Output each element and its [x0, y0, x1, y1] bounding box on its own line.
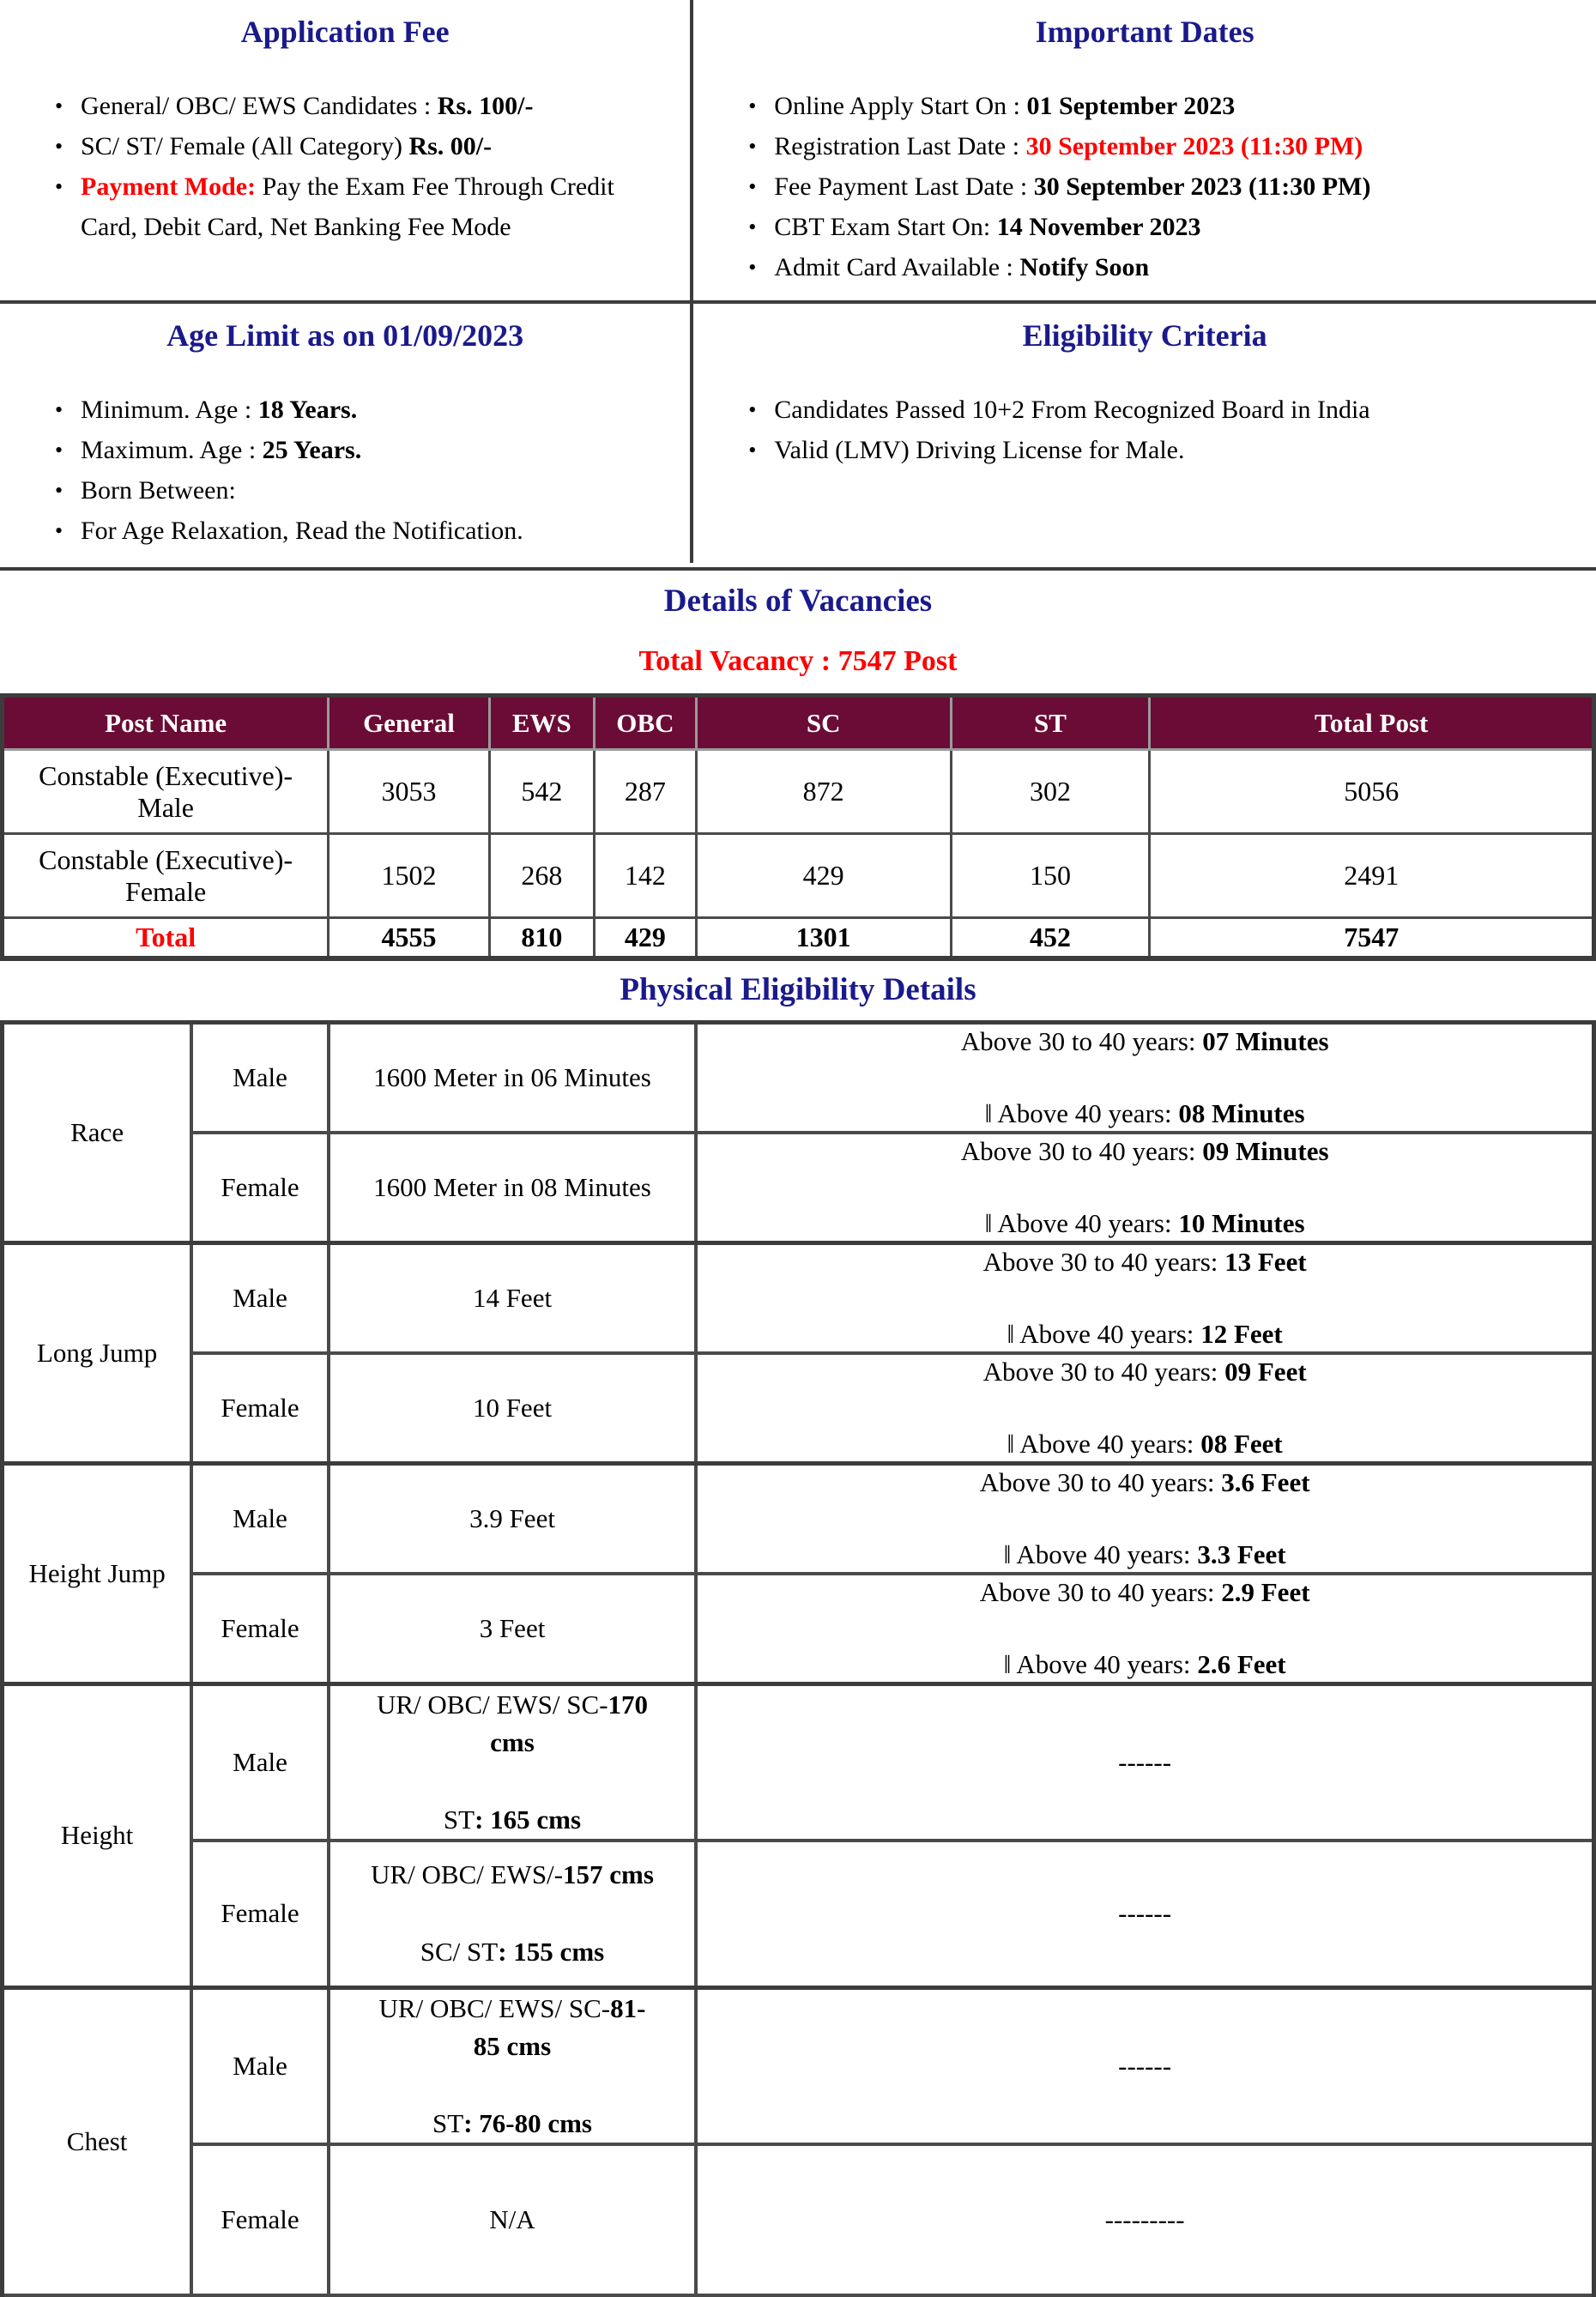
total-label-cell: Total — [3, 918, 329, 958]
text-run: UR/ OBC/ EWS/ SC- — [379, 1993, 611, 2023]
text-run: Minimum. Age : — [81, 396, 258, 424]
requirement-cell — [329, 1574, 697, 1684]
requirement-text — [330, 1389, 695, 1427]
physical-section-header — [0, 961, 1596, 1020]
text-run: 3.9 Feet — [469, 1503, 555, 1533]
requirement-text — [366, 1990, 658, 2065]
bullet-item — [748, 166, 1575, 207]
application-fee-title: Application Fee — [14, 14, 676, 50]
post-name-cell — [3, 750, 329, 834]
text-run: 81-85 cms — [474, 1993, 646, 2061]
text-run: ‖ Above 40 years: — [1004, 1649, 1198, 1679]
age-relaxation-note-cell — [696, 1353, 1593, 1464]
text-run: 14 November 2023 — [997, 213, 1201, 241]
vacancy-cell: 1502 — [329, 834, 489, 918]
text-run: 13 Feet — [1224, 1247, 1307, 1277]
vacancy-cell: 5056 — [1150, 750, 1594, 834]
age-limit-title: Age Limit as on 01/09/2023 — [14, 317, 676, 354]
info-row-1 — [0, 0, 1596, 302]
text-run: Rs. 100/- — [438, 92, 534, 120]
gender-cell: Female — [191, 1574, 329, 1684]
vacancy-column-header: ST — [951, 696, 1150, 750]
text-run: ‖ Above 40 years: — [985, 1098, 1179, 1128]
age-relaxation-note-cell — [696, 2144, 1593, 2295]
important-dates-panel — [692, 0, 1596, 302]
text-run: Above 30 to 40 years: — [983, 1357, 1225, 1387]
total-value-cell: 810 — [489, 918, 594, 958]
requirement-text — [366, 2105, 658, 2143]
requirement-text — [330, 1279, 695, 1317]
gender-cell: Male — [191, 1683, 329, 1841]
vacancy-section-title: Details of Vacancies — [0, 583, 1596, 620]
age-relaxation-note-cell — [696, 1574, 1593, 1684]
vacancy-cell: 142 — [595, 834, 697, 918]
text-run: Above 30 to 40 years: — [983, 1247, 1225, 1277]
physical-row — [3, 1242, 1594, 1353]
bullet-item — [748, 390, 1575, 430]
requirement-cell — [329, 1353, 697, 1464]
category-cell: Height — [3, 1683, 192, 1988]
requirement-text — [330, 1059, 695, 1097]
text-run: General/ OBC/ EWS Candidates : — [81, 92, 438, 120]
info-row-2 — [0, 302, 1596, 563]
age-limit-panel — [0, 302, 692, 563]
text-run: 10 Feet — [473, 1393, 552, 1423]
physical-row — [3, 1463, 1594, 1574]
vacancy-cell: 287 — [595, 750, 697, 834]
vacancy-column-header: Post Name — [3, 696, 329, 750]
category-cell: Chest — [3, 1988, 192, 2296]
text-run: For Age Relaxation, Read the Notification. — [81, 517, 523, 545]
text-run: 01 September 2023 — [1026, 92, 1235, 120]
age-relaxation-note-cell — [696, 1022, 1593, 1133]
requirement-text — [330, 1500, 695, 1538]
age-relaxation-note-cell — [696, 1841, 1593, 1988]
text-run: Online Apply Start On : — [774, 92, 1026, 120]
age-relaxation-note-cell — [696, 1683, 1593, 1841]
bullet-item — [55, 166, 669, 247]
vacancy-row — [3, 750, 1594, 834]
requirement-cell — [329, 2144, 697, 2295]
text-run: 08 Minutes — [1178, 1098, 1304, 1128]
text-run: : 165 cms — [475, 1804, 581, 1835]
gender-cell: Male — [191, 1242, 329, 1353]
text-run: ‖ Above 40 years: — [1007, 1319, 1201, 1349]
physical-row — [3, 1133, 1594, 1243]
text-run: 1600 Meter in 06 Minutes — [373, 1062, 651, 1092]
text-run: Fee Payment Last Date : — [774, 172, 1033, 201]
text-run: SC/ ST/ Female (All Category) — [81, 132, 408, 160]
note-line — [698, 1745, 1592, 1780]
gender-cell: Male — [191, 1022, 329, 1133]
vacancy-cell: 150 — [951, 834, 1150, 918]
requirement-cell — [329, 1841, 697, 1988]
note-line — [698, 1538, 1592, 1572]
text-run: 3 Feet — [480, 1613, 546, 1643]
vacancy-column-header: Total Post — [1150, 696, 1594, 750]
gender-cell: Male — [191, 1463, 329, 1574]
text-run: Admit Card Available : — [774, 253, 1019, 281]
requirement-cell — [329, 1683, 697, 1841]
text-run: ‖ Above 40 years: — [985, 1208, 1179, 1238]
text-run: --------- — [1105, 2204, 1185, 2234]
text-run: Registration Last Date : — [774, 132, 1025, 160]
physical-table — [0, 1020, 1596, 2297]
application-fee-panel — [0, 0, 692, 302]
text-run: Valid (LMV) Driving License for Male. — [774, 436, 1184, 464]
age-relaxation-note-cell — [696, 1133, 1593, 1243]
text-run: Candidates Passed 10+2 From Recognized Board in India — [774, 396, 1369, 424]
note-line — [698, 2049, 1592, 2083]
physical-row — [3, 1022, 1594, 1133]
total-value-cell: 452 — [951, 918, 1150, 958]
physical-section-title: Physical Eligibility Details — [0, 971, 1596, 1008]
post-name-text: Constable (Executive)-Male — [15, 760, 316, 824]
physical-row — [3, 1988, 1594, 2145]
text-run: Above 30 to 40 years: — [980, 1467, 1222, 1497]
vacancy-cell: 429 — [696, 834, 951, 918]
text-run: 25 Years. — [263, 436, 362, 464]
post-name-cell — [3, 834, 329, 918]
text-run: Payment Mode: — [81, 172, 256, 201]
text-run: : 76-80 cms — [463, 2108, 592, 2138]
category-cell: Long Jump — [3, 1242, 192, 1463]
text-run: UR/ OBC/ EWS/ SC- — [377, 1690, 608, 1720]
total-value-cell: 1301 — [696, 918, 951, 958]
bullet-item — [55, 390, 669, 430]
total-vacancy-line: Total Vacancy : 7547 Post — [0, 645, 1596, 678]
vacancy-table — [0, 693, 1596, 961]
note-line — [698, 1427, 1592, 1461]
age-relaxation-note-cell — [696, 1242, 1593, 1353]
text-run: : 155 cms — [498, 1937, 604, 1967]
vacancy-cell: 872 — [696, 750, 951, 834]
text-run: 2.6 Feet — [1197, 1649, 1285, 1679]
text-run: Notify Soon — [1019, 253, 1149, 281]
text-run: ‖ Above 40 years: — [1004, 1539, 1198, 1569]
text-run: 2.9 Feet — [1221, 1577, 1309, 1607]
physical-row — [3, 1353, 1594, 1464]
bullet-item — [55, 86, 669, 126]
text-run: 07 Minutes — [1202, 1026, 1328, 1056]
text-run: Rs. 00/- — [408, 132, 492, 160]
vacancy-cell: 3053 — [329, 750, 489, 834]
note-line — [698, 1134, 1592, 1169]
post-name-text: Constable (Executive)-Female — [15, 844, 316, 908]
category-cell: Height Jump — [3, 1463, 192, 1683]
text-run: 30 September 2023 (11:30 PM) — [1026, 132, 1363, 160]
requirement-cell — [329, 1242, 697, 1353]
vacancy-cell: 302 — [951, 750, 1150, 834]
vacancy-column-header: SC — [696, 696, 951, 750]
age-limit-list — [14, 390, 676, 551]
bullet-item — [55, 126, 669, 166]
note-line — [698, 1245, 1592, 1279]
text-run: Above 30 to 40 years: — [961, 1026, 1203, 1056]
text-run: N/A — [489, 2204, 535, 2234]
text-run: 09 Minutes — [1202, 1136, 1328, 1166]
gender-cell: Male — [191, 1988, 329, 2145]
text-run: ST — [444, 1804, 475, 1835]
eligibility-criteria-title: Eligibility Criteria — [707, 317, 1582, 354]
requirement-cell — [329, 1463, 697, 1574]
age-relaxation-note-cell — [696, 1988, 1593, 2145]
application-fee-list — [14, 86, 676, 247]
text-run: Above 30 to 40 years: — [961, 1136, 1203, 1166]
text-run: ST — [432, 2108, 463, 2138]
note-line — [698, 1647, 1592, 1682]
note-line — [698, 1355, 1592, 1389]
text-run: SC/ ST — [420, 1937, 498, 1967]
vacancy-header-row — [3, 696, 1594, 750]
text-run: 10 Minutes — [1178, 1208, 1304, 1238]
physical-row — [3, 1841, 1594, 1988]
text-run: ------ — [1118, 1898, 1171, 1928]
bullet-item — [748, 126, 1575, 166]
eligibility-criteria-panel — [692, 302, 1596, 563]
text-run: Pay the Exam Fee Through Credit Card, Debit Card, Net Banking Fee Mode — [81, 172, 614, 241]
text-run: 170 cms — [490, 1690, 648, 1757]
requirement-text — [330, 1610, 695, 1647]
requirement-text — [366, 1856, 658, 1894]
note-line — [698, 1097, 1592, 1131]
important-dates-title: Important Dates — [707, 14, 1582, 50]
text-run: UR/ OBC/ EWS/- — [371, 1859, 563, 1889]
text-run: 157 cms — [563, 1859, 654, 1889]
total-value-cell: 7547 — [1150, 918, 1594, 958]
text-run: 09 Feet — [1224, 1357, 1307, 1387]
bullet-item — [748, 430, 1575, 470]
bullet-item — [748, 86, 1575, 126]
vacancy-total-row — [3, 918, 1594, 958]
category-cell: Race — [3, 1022, 192, 1242]
vacancy-section-header — [0, 567, 1596, 693]
text-run: CBT Exam Start On: — [774, 213, 996, 241]
vacancy-column-header: OBC — [595, 696, 697, 750]
gender-cell: Female — [191, 1841, 329, 1988]
age-relaxation-note-cell — [696, 1463, 1593, 1574]
text-run: ------ — [1118, 1747, 1171, 1777]
note-line — [698, 1575, 1592, 1610]
text-run: 3.3 Feet — [1197, 1539, 1285, 1569]
text-run: 12 Feet — [1200, 1319, 1283, 1349]
physical-row — [3, 1574, 1594, 1684]
note-line — [698, 2203, 1592, 2237]
vacancy-cell: 542 — [489, 750, 594, 834]
text-run: 1600 Meter in 08 Minutes — [373, 1172, 651, 1202]
info-grid — [0, 0, 1596, 563]
bullet-item — [748, 247, 1575, 287]
vacancy-column-header: General — [329, 696, 489, 750]
note-line — [698, 1025, 1592, 1059]
text-run: ‖ Above 40 years: — [1007, 1429, 1201, 1459]
note-line — [698, 1466, 1592, 1500]
gender-cell: Female — [191, 1133, 329, 1243]
text-run: ------ — [1118, 2051, 1171, 2081]
note-line — [698, 1317, 1592, 1351]
text-run: 08 Feet — [1200, 1429, 1283, 1459]
physical-row — [3, 2144, 1594, 2295]
vacancy-cell: 2491 — [1150, 834, 1594, 918]
requirement-text — [366, 1933, 658, 1971]
text-run: Maximum. Age : — [81, 436, 263, 464]
text-run: 3.6 Feet — [1221, 1467, 1309, 1497]
bullet-item — [55, 430, 669, 470]
text-run: 18 Years. — [258, 396, 358, 424]
bullet-item — [748, 207, 1575, 247]
requirement-cell — [329, 1022, 697, 1133]
bullet-item — [55, 511, 669, 551]
gender-cell: Female — [191, 1353, 329, 1464]
requirement-text — [330, 1169, 695, 1206]
important-dates-list — [707, 86, 1582, 287]
bullet-item — [55, 470, 669, 511]
note-line — [698, 1206, 1592, 1241]
text-run: Born Between: — [81, 476, 236, 505]
eligibility-criteria-list — [707, 390, 1582, 470]
text-run: Above 30 to 40 years: — [980, 1577, 1222, 1607]
text-run: 30 September 2023 (11:30 PM) — [1034, 172, 1371, 201]
vacancy-cell: 268 — [489, 834, 594, 918]
total-value-cell: 429 — [595, 918, 697, 958]
requirement-text — [366, 1686, 658, 1762]
note-line — [698, 1896, 1592, 1931]
requirement-text — [330, 2201, 695, 2239]
physical-row — [3, 1683, 1594, 1841]
vacancy-column-header: EWS — [489, 696, 594, 750]
requirement-text — [366, 1801, 658, 1839]
gender-cell: Female — [191, 2144, 329, 2295]
vacancy-row — [3, 834, 1594, 918]
total-value-cell: 4555 — [329, 918, 489, 958]
text-run: 14 Feet — [473, 1283, 552, 1313]
requirement-cell — [329, 1988, 697, 2145]
requirement-cell — [329, 1133, 697, 1243]
